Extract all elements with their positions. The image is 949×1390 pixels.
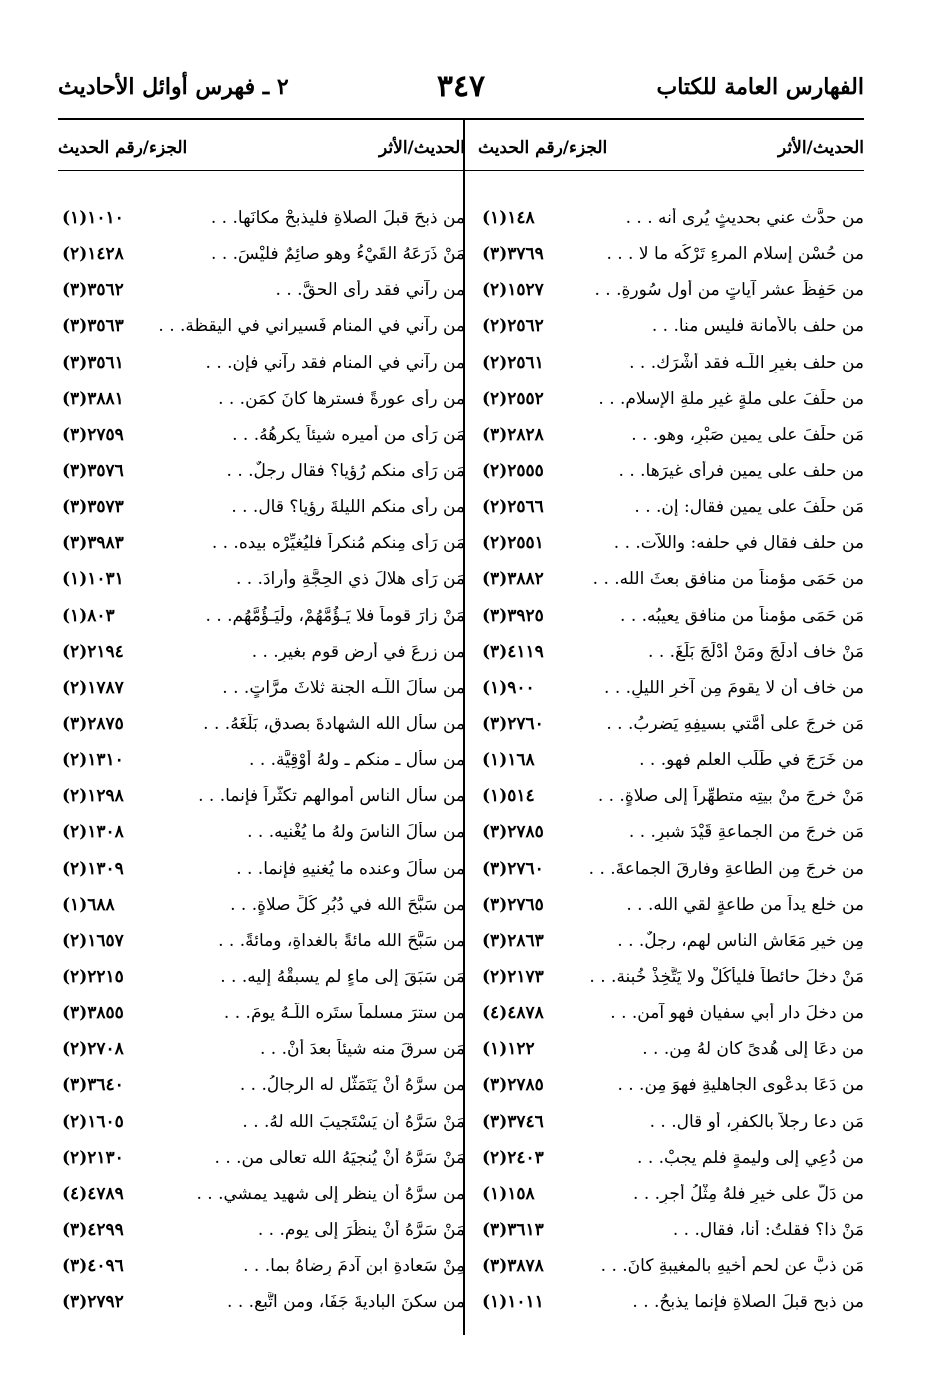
hadith-text: من حلف بالأمانة فليس منا. . .: [651, 316, 864, 337]
hadith-reference: (٣)٢٨٢٨: [482, 424, 544, 445]
hadith-text: مَن حلَفَ على يمينٍ فقال: إن. . .: [634, 497, 864, 518]
hadith-entry: [58, 1031, 465, 1067]
hadith-text: من حَفِظَ عشر آياتٍ من أول سُورةِ. . .: [594, 280, 864, 301]
hadith-reference: (١)١٤٨: [482, 208, 535, 229]
hadith-reference: (٣)٤١١٩: [482, 641, 544, 662]
hadith-entry: [58, 995, 465, 1031]
hadith-entry: [478, 959, 864, 995]
hadith-text: من خلع يداً من طاعةٍ لقي الله. . .: [626, 894, 864, 915]
hadith-entry: [58, 453, 465, 489]
hadith-text: من سأل الله الشهادةَ بصدقٍ، بَلَّغَهُ. . .: [203, 714, 465, 735]
hadith-reference: (٢)١٣٠٨: [62, 822, 124, 843]
hadith-text: مِنْ سَعادةِ ابن آدمَ رِضاهُ بما. . .: [243, 1256, 465, 1277]
hadith-reference: (٣)٣٨٨٢: [482, 569, 544, 590]
hadith-entry: [58, 381, 465, 417]
hadith-reference: (٢)١٦٥٧: [62, 930, 124, 951]
hadith-entry: [58, 706, 465, 742]
hadith-entry: [478, 1212, 864, 1248]
hadith-reference: (٢)٢٥٥٥: [482, 461, 544, 482]
page-number: ٣٤٧: [436, 69, 486, 104]
hadith-text: من سَبَّحَ الله مائةً بالغداةِ، ومائةً. . .: [218, 930, 465, 951]
hadith-reference: (١)٩٠٠: [482, 677, 535, 698]
hadith-reference: (٢)١٣١٠: [62, 750, 124, 771]
hadith-text: من دعَا إلى هُدىً كان لهُ مِن. . .: [642, 1039, 864, 1060]
hadith-entry: [58, 236, 465, 272]
hadith-entry: [478, 453, 864, 489]
hadith-text: من سألَ وعنده ما يُغنيهِ فإنما. . .: [236, 858, 465, 879]
hadith-entry: [478, 561, 864, 597]
hadith-text: من سرَّهُ أن ينظر إلى شهيد يمشي. . .: [196, 1183, 465, 1204]
hadith-text: من ذبحَ قبلَ الصلاةِ فليذبحْ مكانَها. . .: [210, 208, 465, 229]
hadith-entry: [58, 561, 465, 597]
hadith-entry: [478, 1104, 864, 1140]
hadith-text: من رآني فقد رأى الحقَّ. . .: [275, 280, 465, 301]
hadith-text: مَنْ زارَ قوماً فلا يَـؤُمَّهُمْ، ولْيَـؤُمَّهُم. . .: [205, 605, 465, 626]
left-column-list: [58, 200, 465, 1320]
hadith-reference: (٣)٢٨٦٣: [482, 930, 544, 951]
header-right-title: الفهارس العامة للكتاب: [656, 74, 864, 100]
header-left-title: ٢ ـ فهرس أوائل الأحاديث: [58, 74, 289, 100]
hadith-text: من سأل الناس أموالهم تكثُّراً فإنما. . .: [198, 786, 465, 807]
hadith-text: مَنْ ذا؟ فقلتُ: أنا، فقال. . .: [672, 1220, 864, 1240]
hadith-text: من حلف على يمينٍ فرأى غيرَها. . .: [618, 461, 864, 482]
hadith-text: من خَرَجَ في طَلَب العلمِ فهو. . .: [639, 750, 864, 771]
hadith-reference: (٢)٢٥٦٢: [482, 316, 544, 337]
hadith-text: مَن خرجَ من الجماعةِ قَيْدَ شبرٍ. . .: [628, 822, 864, 843]
left-head-text: الحديث/الأثر: [379, 138, 465, 158]
hadith-entry: [478, 742, 864, 778]
hadith-entry: [478, 634, 864, 670]
hadith-entry: [478, 598, 864, 634]
hadith-text: من سألَ اللّـه الجنة ثلاثَ مرَّاتٍ. . .: [222, 677, 465, 698]
hadith-text: مَن رَأى منكم رُؤيا؟ فقال رجلٌ. . .: [226, 461, 465, 482]
hadith-text: مَن رَأى من أميره شيئاً يكرهُهُ. . .: [232, 424, 465, 445]
hadith-text: من ذبح قبلَ الصلاةِ فإنما يذبحُ. . .: [632, 1292, 864, 1313]
hadith-reference: (٣)٢٨٧٥: [62, 714, 124, 735]
hadith-text: من سكنَ الباديةَ جَفَا، ومن اتَّبع. . .: [227, 1292, 465, 1313]
left-column-rule: [58, 170, 479, 171]
hadith-text: من حلف بغيرِ اللّـه فقد أشْرَك. . .: [629, 352, 864, 373]
hadith-entry: [58, 959, 465, 995]
hadith-reference: (٣)٣٥٦٣: [62, 316, 124, 337]
hadith-entry: [58, 634, 465, 670]
hadith-entry: [478, 272, 864, 308]
hadith-text: مَن ذبَّ عن لحمِ أخيهِ بالمغيبةِ كانَ. . .: [600, 1256, 864, 1277]
hadith-reference: (٢)١٢٩٨: [62, 786, 124, 807]
hadith-reference: (٣)٣٨٧٨: [482, 1256, 544, 1277]
hadith-entry: [478, 308, 864, 344]
hadith-text: من دَعَا بدعْوى الجاهليةِ فهوَ مِن. . .: [617, 1075, 864, 1096]
right-column-list: [478, 200, 864, 1320]
hadith-reference: (١)٦٨٨: [62, 894, 115, 915]
hadith-reference: (٣)٣٥٧٣: [62, 497, 124, 518]
hadith-text: مَنْ خرجَ منْ بيتِه متطهِّراً إلى صلاةٍ. . .: [597, 786, 864, 807]
hadith-text: من حُسْنِ إسلام المرءِ تَرْكُه ما لا . . .: [606, 244, 864, 265]
hadith-reference: (١)١٢٢: [482, 1039, 535, 1060]
hadith-reference: (٣)٣٦٤٠: [62, 1075, 124, 1096]
left-head-num: الجزء/رقم الحديث: [58, 138, 188, 158]
hadith-entry: [478, 706, 864, 742]
hadith-reference: (٣)٣٧٦٩: [482, 244, 544, 265]
hadith-entry: [478, 1140, 864, 1176]
hadith-entry: [58, 308, 465, 344]
hadith-entry: [58, 1176, 465, 1212]
hadith-reference: (٣)٣٩٢٥: [482, 605, 544, 626]
hadith-entry: [58, 1212, 465, 1248]
hadith-reference: (٣)٣٦١٣: [482, 1220, 544, 1240]
hadith-entry: [478, 778, 864, 814]
hadith-entry: [478, 525, 864, 561]
hadith-text: مَن حَمَى مؤمناً من منافقٍ يعيبُه. . .: [620, 605, 864, 626]
right-column-header: [478, 128, 864, 168]
hadith-text: من حَمَى مؤمناً من منافقٍ بعثَ الله. . .: [592, 569, 864, 590]
hadith-entry: [58, 345, 465, 381]
hadith-text: من سألَ الناسَ ولهُ ما يُغْنيه. . .: [247, 822, 465, 843]
hadith-reference: (٢)٢٢١٥: [62, 967, 124, 988]
hadith-entry: [58, 1067, 465, 1103]
right-head-text: الحديث/الأثر: [778, 138, 864, 158]
hadith-reference: (٢)٢١٣٠: [62, 1147, 124, 1168]
hadith-entry: [58, 598, 465, 634]
hadith-text: مَنْ خاف أدلَجَ ومَنْ أدْلَجَ بَلَغَ. . .: [648, 641, 864, 662]
hadith-reference: (٢)٢٥٦٦: [482, 497, 544, 518]
hadith-reference: (٤)٤٧٨٩: [62, 1183, 124, 1204]
hadith-reference: (٣)٢٧٦٠: [482, 714, 544, 735]
hadith-text: من دَلَّ على خيرٍ فلهُ مِثْلُ أجرِ. . .: [633, 1183, 864, 1204]
hadith-text: من دخلَ دار أبي سفيان فهو آمن. . .: [610, 1003, 864, 1024]
hadith-reference: (٣)٣٨٨١: [62, 388, 124, 409]
hadith-text: مَنْ سَرَّهُ أنْ يُنجيَهُ الله تعالى من. . .: [214, 1147, 465, 1168]
header-rule: [58, 118, 864, 120]
hadith-text: مَن سرقَ منه شيئاً بعدَ أنْ. . .: [260, 1039, 465, 1060]
hadith-text: من زرعَ في أرضِ قومٍ بغيرِ. . .: [251, 641, 465, 662]
hadith-entry: [478, 381, 864, 417]
hadith-reference: (٣)٣٥٦٢: [62, 280, 124, 301]
hadith-text: مَنْ دخلَ حائطاً فليأكُلْ ولا يَتَّخِذْ خُبنة. . .: [589, 967, 864, 988]
hadith-reference: (٣)٣٥٦١: [62, 352, 124, 373]
hadith-text: مَن رَأى مِنكم مُنكراً فليُغيِّرْه بيده. . .: [211, 533, 465, 554]
hadith-reference: (٢)٢٥٦١: [482, 352, 544, 373]
hadith-text: من حلَفَ على ملةٍ غيرِ ملةِ الإسلام. . .: [598, 388, 864, 409]
hadith-reference: (٣)٤٢٩٩: [62, 1220, 124, 1240]
hadith-entry: [58, 417, 465, 453]
hadith-entry: [478, 1176, 864, 1212]
right-head-num: الجزء/رقم الحديث: [478, 138, 608, 158]
hadith-text: من سرَّهُ أنْ يَتَمَثَّل له الرجالُ. . .: [239, 1075, 465, 1096]
hadith-entry: [478, 995, 864, 1031]
hadith-reference: (٢)٢٤٠٣: [482, 1147, 544, 1168]
hadith-entry: [58, 887, 465, 923]
hadith-reference: (٣)٣٩٨٣: [62, 533, 124, 554]
hadith-entry: [58, 1140, 465, 1176]
hadith-entry: [478, 236, 864, 272]
hadith-text: من رأى عورةً فسترها كانَ كمَن. . .: [218, 388, 465, 409]
hadith-reference: (٢)١٤٢٨: [62, 244, 124, 265]
hadith-entry: [478, 1031, 864, 1067]
hadith-text: مِن خيرِ مَعَاشِ الناسِ لهم، رجلٌ. . .: [617, 930, 864, 951]
hadith-entry: [478, 1284, 864, 1320]
hadith-reference: (٣)٣٧٤٦: [482, 1111, 544, 1132]
hadith-entry: [478, 851, 864, 887]
hadith-reference: (١)١٠١٠: [62, 208, 124, 229]
hadith-text: من سأل ـ منكم ـ ولهُ أُوْقِيَّة. . .: [249, 750, 465, 771]
hadith-text: من خرجَ مِن الطاعةِ وفارقَ الجماعةَ. . .: [588, 858, 864, 879]
hadith-entry: [58, 1104, 465, 1140]
hadith-reference: (١)٨٠٣: [62, 605, 115, 626]
hadith-reference: (٤)٤٨٧٨: [482, 1003, 544, 1024]
hadith-reference: (٢)١٣٠٩: [62, 858, 124, 879]
hadith-reference: (٢)١٥٢٧: [482, 280, 544, 301]
hadith-entry: [478, 345, 864, 381]
hadith-entry: [58, 200, 465, 236]
hadith-reference: (١)٥١٤: [482, 786, 535, 807]
hadith-text: مَن خرجَ على أُمَّتي بسيفِهِ يَضربُ. . .: [606, 714, 864, 735]
hadith-reference: (٢)٢٥٥١: [482, 533, 544, 554]
left-column-header: [58, 128, 465, 168]
hadith-text: من حدَّث عني بحديثٍ يُرى أنه . . .: [625, 208, 864, 229]
hadith-reference: (١)١٦٨: [482, 750, 535, 771]
hadith-entry: [478, 1248, 864, 1284]
hadith-entry: [58, 1284, 465, 1320]
hadith-reference: (٣)٣٥٧٦: [62, 461, 124, 482]
hadith-reference: (٢)١٦٠٥: [62, 1111, 124, 1132]
hadith-reference: (٣)٢٧٨٥: [482, 822, 544, 843]
hadith-text: مَن دعا رجلاً بالكفرِ، أو قال. . .: [649, 1111, 864, 1132]
hadith-entry: [58, 489, 465, 525]
hadith-text: من سترَ مسلماً ستَره اللّـهُ يومَ. . .: [223, 1003, 465, 1024]
hadith-reference: (٣)٢٧٩٢: [62, 1292, 124, 1313]
hadith-reference: (٣)٢٧٨٥: [482, 1075, 544, 1096]
hadith-entry: [58, 1248, 465, 1284]
hadith-text: من حلف فقال في حلفه: واللاّت. . .: [613, 533, 864, 554]
hadith-text: من رآني في المنامِ فَسيراني في اليقظة. . .: [158, 316, 465, 337]
hadith-entry: [478, 200, 864, 236]
hadith-text: من دُعِي إلى وليمةٍ فلم يجبْ. . .: [637, 1147, 864, 1168]
hadith-entry: [58, 272, 465, 308]
hadith-text: مَنْ سَرَّهُ أن يَسْتَجيبَ الله لهُ. . .: [242, 1111, 465, 1132]
hadith-reference: (١)١٠٣١: [62, 569, 124, 590]
hadith-entry: [58, 814, 465, 850]
hadith-reference: (٣)٢٧٦٥: [482, 894, 544, 915]
hadith-reference: (٢)٢٥٥٢: [482, 388, 544, 409]
hadith-reference: (٢)٢١٧٣: [482, 967, 544, 988]
hadith-reference: (٢)٢١٩٤: [62, 641, 124, 662]
hadith-entry: [58, 525, 465, 561]
hadith-entry: [478, 923, 864, 959]
hadith-text: من خاف أن لا يقومَ مِن آخرِ الليلِ. . .: [604, 677, 864, 698]
hadith-text: مَنْ سَرَّهُ أنْ ينظُرَ إلى يومِ. . .: [257, 1220, 465, 1240]
hadith-text: مَن حلَفَ على يمينِ صَبْرٍ، وهو. . .: [631, 424, 864, 445]
hadith-entry: [58, 923, 465, 959]
hadith-entry: [58, 742, 465, 778]
hadith-text: مَن سَبَقَ إلى ماءٍ لم يسبقْهُ إليه. . .: [220, 967, 465, 988]
hadith-entry: [478, 417, 864, 453]
hadith-reference: (٣)٢٧٦٠: [482, 858, 544, 879]
page-header: [58, 62, 864, 112]
hadith-text: من رأى منكم الليلةَ رؤيا؟ قال. . .: [231, 497, 465, 518]
hadith-reference: (٣)٤٠٩٦: [62, 1256, 124, 1277]
hadith-text: مَن رَأى هلالَ ذي الحِجَّةِ وأرادَ. . .: [235, 569, 465, 590]
hadith-reference: (٣)٢٧٥٩: [62, 424, 124, 445]
hadith-entry: [58, 851, 465, 887]
hadith-reference: (١)١٠١١: [482, 1292, 544, 1313]
hadith-entry: [478, 489, 864, 525]
right-column-rule: [470, 170, 864, 171]
hadith-reference: (١)١٥٨: [482, 1183, 535, 1204]
hadith-entry: [58, 778, 465, 814]
hadith-entry: [478, 814, 864, 850]
hadith-text: مَنْ ذَرَعَهُ القَيْءُ وهو صائِمٌ فليْسَ. . .: [211, 244, 465, 265]
hadith-reference: (٢)٢٧٠٨: [62, 1039, 124, 1060]
hadith-text: من رآني في المنامِ فقد رآني فإن. . .: [205, 352, 465, 373]
hadith-reference: (٣)٣٨٥٥: [62, 1003, 124, 1024]
hadith-entry: [478, 670, 864, 706]
hadith-entry: [478, 1067, 864, 1103]
hadith-text: من سَبَّحَ الله في دُبُرِ كُلِّ صلاةٍ. . .: [230, 894, 465, 915]
hadith-entry: [478, 887, 864, 923]
hadith-reference: (٢)١٧٨٧: [62, 677, 124, 698]
hadith-entry: [58, 670, 465, 706]
